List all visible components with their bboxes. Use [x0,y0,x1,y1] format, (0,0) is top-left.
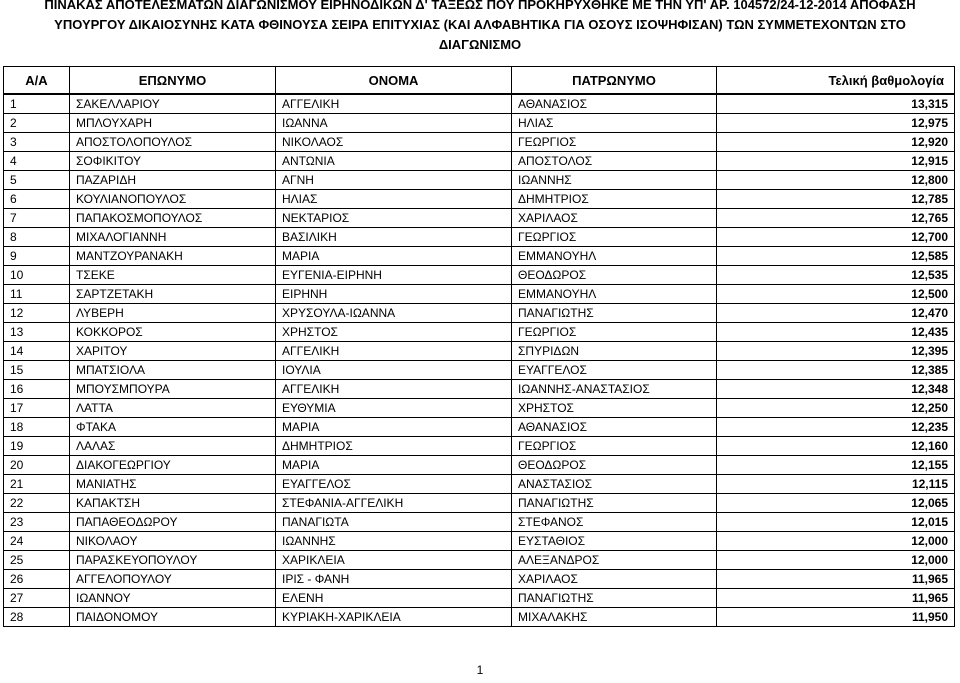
results-table [3,66,955,627]
cell-father: ΓΕΩΡΓΙΟΣ [512,323,717,342]
cell-father: ΘΕΟΔΩΡΟΣ [512,266,717,285]
table-row [4,171,955,190]
cell-father: ΑΝΑΣΤΑΣΙΟΣ [512,475,717,494]
cell-name: ΜΑΡΙΑ [276,418,512,437]
cell-father: ΑΘΑΝΑΣΙΟΣ [512,418,717,437]
cell-name: ΧΑΡΙΚΛΕΙΑ [276,551,512,570]
cell-father: ΜΙΧΑΛΑΚΗΣ [512,608,717,627]
table-row [4,247,955,266]
cell-name: ΑΝΤΩΝΙΑ [276,152,512,171]
cell-father: ΔΗΜΗΤΡΙΟΣ [512,190,717,209]
page-number: 1 [476,663,484,677]
cell-father: ΣΠΥΡΙΔΩΝ [512,342,717,361]
cell-name: ΜΑΡΙΑ [276,247,512,266]
cell-surname: ΚΑΠΑΚΤΣΗ [70,494,276,513]
cell-aa: 20 [4,456,70,475]
table-row [4,190,955,209]
cell-surname: ΔΙΑΚΟΓΕΩΡΓΙΟΥ [70,456,276,475]
cell-surname: ΦΤΑΚΑ [70,418,276,437]
cell-surname: ΠΑΙΔΟΝΟΜΟΥ [70,608,276,627]
cell-aa: 3 [4,133,70,152]
cell-father: ΘΕΟΔΩΡΟΣ [512,456,717,475]
cell-aa: 24 [4,532,70,551]
cell-score: 12,435 [717,323,955,342]
cell-score: 12,765 [717,209,955,228]
cell-father: ΑΠΟΣΤΟΛΟΣ [512,152,717,171]
cell-score: 11,965 [717,570,955,589]
cell-score: 12,975 [717,114,955,133]
table-row [4,304,955,323]
cell-score: 12,065 [717,494,955,513]
cell-aa: 4 [4,152,70,171]
cell-score: 12,115 [717,475,955,494]
results-table-header [4,67,955,95]
cell-aa: 16 [4,380,70,399]
cell-score: 12,920 [717,133,955,152]
cell-surname: ΛΑΛΑΣ [70,437,276,456]
cell-father: ΓΕΩΡΓΙΟΣ [512,228,717,247]
cell-score: 12,785 [717,190,955,209]
cell-score: 12,000 [717,532,955,551]
cell-father: ΕΜΜΑΝΟΥΗΛ [512,247,717,266]
table-row [4,589,955,608]
cell-surname: ΚΟΚΚΟΡΟΣ [70,323,276,342]
cell-score: 12,915 [717,152,955,171]
cell-name: ΧΡΥΣΟΥΛΑ-ΙΩΑΝΝΑ [276,304,512,323]
table-row [4,532,955,551]
table-row [4,399,955,418]
cell-score: 12,235 [717,418,955,437]
cell-aa: 17 [4,399,70,418]
column-header-name: ΟΝΟΜΑ [276,67,512,95]
cell-name: ΧΡΗΣΤΟΣ [276,323,512,342]
cell-score: 11,950 [717,608,955,627]
cell-score: 12,500 [717,285,955,304]
cell-aa: 28 [4,608,70,627]
cell-name: ΕΥΓΕΝΙΑ-ΕΙΡΗΝΗ [276,266,512,285]
results-table-body [4,94,955,627]
cell-score: 12,585 [717,247,955,266]
cell-score: 12,348 [717,380,955,399]
cell-name: ΙΡΙΣ - ΦΑΝΗ [276,570,512,589]
table-row [4,228,955,247]
cell-aa: 26 [4,570,70,589]
title-line-3: ΔΙΑΓΩΝΙΣΜΟ [438,37,522,52]
title-line-2: ΥΠΟΥΡΓΟΥ ΔΙΚΑΙΟΣΥΝΗΣ ΚΑΤΑ ΦΘΙΝΟΥΣΑ ΣΕΙΡΑ ΕΠΙΤΥΧΙΑΣ (ΚΑΙ ΑΛΦΑΒΗΤΙΚΑ ΓΙΑ ΟΣΟΥΣ ΙΣΟΨΗΦΙΣΑΝ) ΤΩΝ ΣΥΜΜΕΤΕΧΟΝΤΩΝ ΣΤΟ [54,17,906,32]
cell-score: 12,250 [717,399,955,418]
table-row [4,209,955,228]
table-row [4,570,955,589]
cell-father: ΕΥΣΤΑΘΙΟΣ [512,532,717,551]
column-header-surname: ΕΠΩΝΥΜΟ [70,67,276,95]
table-row [4,608,955,627]
cell-name: ΙΟΥΛΙΑ [276,361,512,380]
cell-score: 12,155 [717,456,955,475]
cell-name: ΕΥΑΓΓΕΛΟΣ [276,475,512,494]
cell-surname: ΧΑΡΙΤΟΥ [70,342,276,361]
cell-aa: 18 [4,418,70,437]
cell-aa: 21 [4,475,70,494]
cell-father: ΗΛΙΑΣ [512,114,717,133]
cell-name: ΑΓΝΗ [276,171,512,190]
table-row [4,323,955,342]
cell-score: 11,965 [717,589,955,608]
cell-name: ΑΓΓΕΛΙΚΗ [276,94,512,114]
cell-score: 12,470 [717,304,955,323]
table-row [4,475,955,494]
cell-surname: ΜΠΟΥΣΜΠΟΥΡΑ [70,380,276,399]
cell-aa: 7 [4,209,70,228]
cell-name: ΙΩΑΝΝΑ [276,114,512,133]
cell-surname: ΛΥΒΕΡΗ [70,304,276,323]
cell-aa: 1 [4,94,70,114]
table-row [4,494,955,513]
title-line-1: ΠΙΝΑΚΑΣ ΑΠΟΤΕΛΕΣΜΑΤΩΝ ΔΙΑΓΩΝΙΣΜΟΥ ΕΙΡΗΝΟΔΙΚΩΝ Δ' ΤΑΞΕΩΣ ΠΟΥ ΠΡΟΚΗΡΥΧΘΗΚΕ ΜΕ ΤΗΝ ΥΠ' ΑΡ. 104572/24-12-2014 ΑΠΟΦΑΣΗ [44,0,916,12]
cell-score: 12,160 [717,437,955,456]
cell-father: ΠΑΝΑΓΙΩΤΗΣ [512,589,717,608]
cell-aa: 8 [4,228,70,247]
cell-father: ΧΑΡΙΛΑΟΣ [512,209,717,228]
cell-aa: 27 [4,589,70,608]
cell-surname: ΜΠΛΟΥΧΑΡΗ [70,114,276,133]
cell-father: ΧΡΗΣΤΟΣ [512,399,717,418]
cell-aa: 22 [4,494,70,513]
cell-score: 13,315 [717,94,955,114]
column-header-father: ΠΑΤΡΩΝΥΜΟ [512,67,717,95]
cell-surname: ΣΑΡΤΖΕΤΑΚΗ [70,285,276,304]
cell-surname: ΛΑΤΤΑ [70,399,276,418]
cell-aa: 13 [4,323,70,342]
cell-father: ΠΑΝΑΓΙΩΤΗΣ [512,494,717,513]
table-row [4,513,955,532]
cell-name: ΚΥΡΙΑΚΗ-ΧΑΡΙΚΛΕΙΑ [276,608,512,627]
cell-father: ΕΜΜΑΝΟΥΗΛ [512,285,717,304]
cell-name: ΝΙΚΟΛΑΟΣ [276,133,512,152]
cell-name: ΑΓΓΕΛΙΚΗ [276,380,512,399]
table-row [4,285,955,304]
table-row [4,361,955,380]
cell-score: 12,015 [717,513,955,532]
cell-aa: 12 [4,304,70,323]
table-row [4,380,955,399]
cell-surname: ΑΓΓΕΛΟΠΟΥΛΟΥ [70,570,276,589]
cell-aa: 25 [4,551,70,570]
table-row [4,342,955,361]
cell-surname: ΙΩΑΝΝΟΥ [70,589,276,608]
table-row [4,152,955,171]
cell-aa: 9 [4,247,70,266]
cell-aa: 5 [4,171,70,190]
cell-father: ΑΘΑΝΑΣΙΟΣ [512,94,717,114]
cell-surname: ΣΟΦΙΚΙΤΟΥ [70,152,276,171]
cell-father: ΙΩΑΝΝΗΣ-ΑΝΑΣΤΑΣΙΟΣ [512,380,717,399]
cell-surname: ΣΑΚΕΛΛΑΡΙΟΥ [70,94,276,114]
cell-surname: ΜΙΧΑΛΟΓΙΑΝΝΗ [70,228,276,247]
cell-name: ΔΗΜΗΤΡΙΟΣ [276,437,512,456]
cell-surname: ΤΣΕΚΕ [70,266,276,285]
cell-score: 12,800 [717,171,955,190]
cell-surname: ΠΑΡΑΣΚΕΥΟΠΟΥΛΟΥ [70,551,276,570]
cell-father: ΓΕΩΡΓΙΟΣ [512,133,717,152]
cell-father: ΧΑΡΙΛΑΟΣ [512,570,717,589]
cell-name: ΠΑΝΑΓΙΩΤΑ [276,513,512,532]
cell-father: ΑΛΕΞΑΝΔΡΟΣ [512,551,717,570]
cell-aa: 2 [4,114,70,133]
cell-surname: ΑΠΟΣΤΟΛΟΠΟΥΛΟΣ [70,133,276,152]
cell-name: ΣΤΕΦΑΝΙΑ-ΑΓΓΕΛΙΚΗ [276,494,512,513]
cell-score: 12,700 [717,228,955,247]
cell-aa: 14 [4,342,70,361]
cell-aa: 10 [4,266,70,285]
table-row [4,551,955,570]
cell-surname: ΠΑΖΑΡΙΔΗ [70,171,276,190]
cell-aa: 19 [4,437,70,456]
cell-surname: ΚΟΥΛΙΑΝΟΠΟΥΛΟΣ [70,190,276,209]
cell-aa: 11 [4,285,70,304]
cell-name: ΕΥΘΥΜΙΑ [276,399,512,418]
cell-name: ΙΩΑΝΝΗΣ [276,532,512,551]
cell-aa: 23 [4,513,70,532]
table-row [4,437,955,456]
column-header-aa: Α/Α [4,67,70,95]
cell-father: ΕΥΑΓΓΕΛΟΣ [512,361,717,380]
cell-surname: ΠΑΠΑΘΕΟΔΩΡΟΥ [70,513,276,532]
cell-father: ΙΩΑΝΝΗΣ [512,171,717,190]
cell-surname: ΜΑΝΤΖΟΥΡΑΝΑΚΗ [70,247,276,266]
cell-surname: ΜΠΑΤΣΙΟΛΑ [70,361,276,380]
table-row [4,133,955,152]
table-row [4,266,955,285]
cell-name: ΝΕΚΤΑΡΙΟΣ [276,209,512,228]
cell-score: 12,395 [717,342,955,361]
cell-name: ΜΑΡΙΑ [276,456,512,475]
cell-name: ΕΛΕΝΗ [276,589,512,608]
cell-score: 12,385 [717,361,955,380]
cell-aa: 15 [4,361,70,380]
cell-name: ΕΙΡΗΝΗ [276,285,512,304]
table-row [4,418,955,437]
cell-name: ΒΑΣΙΛΙΚΗ [276,228,512,247]
cell-father: ΣΤΕΦΑΝΟΣ [512,513,717,532]
table-row [4,94,955,114]
cell-surname: ΜΑΝΙΑΤΗΣ [70,475,276,494]
cell-score: 12,535 [717,266,955,285]
cell-surname: ΝΙΚΟΛΑΟΥ [70,532,276,551]
cell-name: ΑΓΓΕΛΙΚΗ [276,342,512,361]
cell-name: ΗΛΙΑΣ [276,190,512,209]
cell-surname: ΠΑΠΑΚΟΣΜΟΠΟΥΛΟΣ [70,209,276,228]
cell-aa: 6 [4,190,70,209]
table-row [4,456,955,475]
document-title [0,0,960,55]
column-header-score: Τελική βαθμολογία [717,67,955,95]
cell-father: ΓΕΩΡΓΙΟΣ [512,437,717,456]
cell-score: 12,000 [717,551,955,570]
header-row [4,67,955,95]
table-row [4,114,955,133]
cell-father: ΠΑΝΑΓΙΩΤΗΣ [512,304,717,323]
